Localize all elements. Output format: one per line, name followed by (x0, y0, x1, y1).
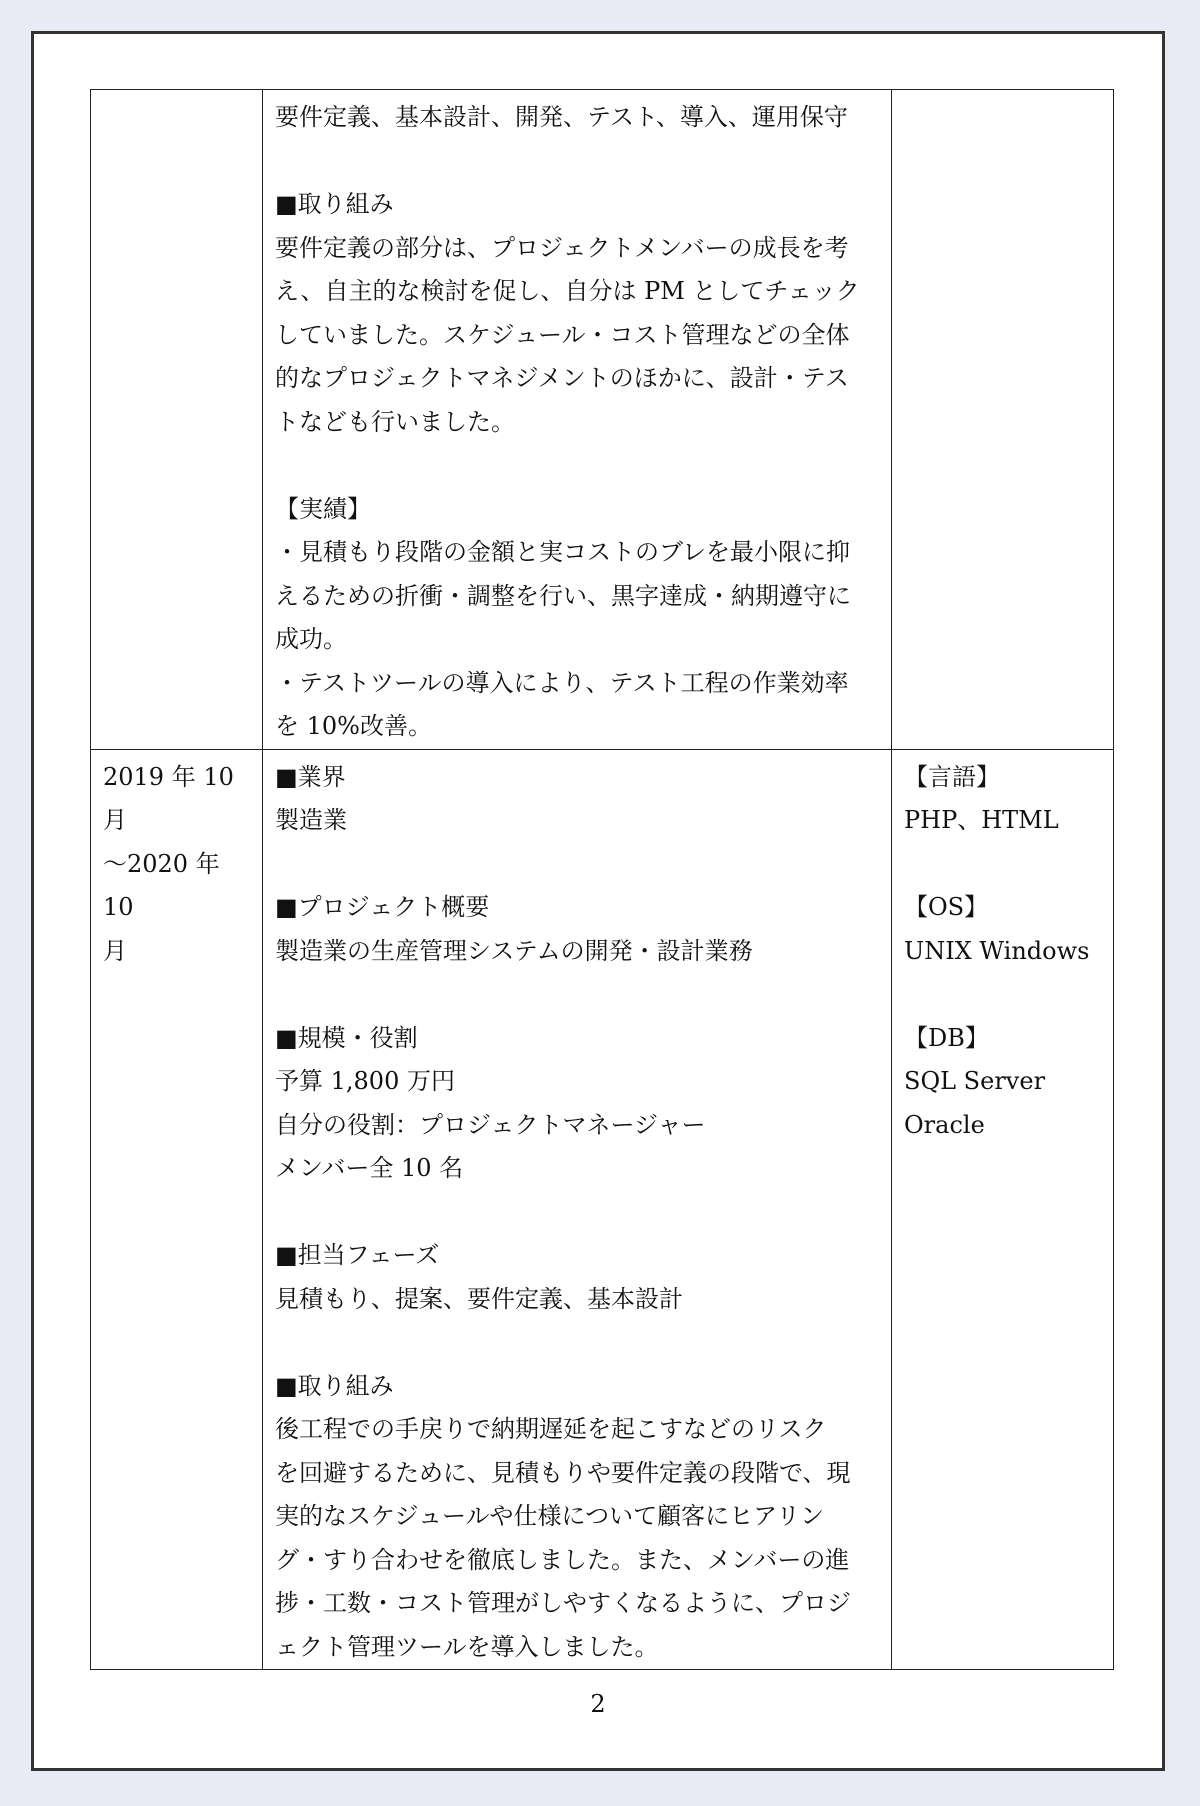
text-line: 要件定義、基本設計、開発、テスト、導入、運用保守 (275, 103, 848, 131)
text-line: ■業界 (275, 762, 346, 791)
text-line: 【言語】 (904, 762, 1000, 791)
text-line: トなども行いました。 (275, 407, 515, 436)
text-line: 的なプロジェクトマネジメントのほかに、設計・テス (275, 364, 849, 392)
text-line: 成功。 (275, 625, 347, 653)
page-number: 2 (590, 1690, 606, 1718)
text-line: 【DB】 (904, 1023, 989, 1052)
table-row (91, 749, 1114, 1670)
text-line: ェクト管理ツールを導入しました。 (275, 1632, 659, 1661)
text-line: していました。スケジュール・コスト管理などの全体 (275, 320, 850, 349)
text-line: 捗・工数・コスト管理がしやすくなるように、プロジ (275, 1589, 851, 1617)
text-line: ■取り組み (275, 190, 394, 218)
text-line: グ・すり合わせを徹底しました。また、メンバーの進 (275, 1545, 850, 1574)
period-cell (91, 749, 263, 1670)
text-line: を回避するために、見積もりや要件定義の段階で、現 (275, 1458, 851, 1487)
blank-line (275, 973, 879, 1017)
blank-line (904, 843, 1101, 887)
text-line: 見積もり、提案、要件定義、基本設計 (275, 1284, 683, 1313)
work-history-table (90, 89, 1114, 1670)
text-line: UNIX Windows (904, 936, 1090, 965)
blank-line (904, 973, 1101, 1017)
text-line: 自分の役割：プロジェクトマネージャー (275, 1110, 706, 1139)
text-line: 要件定義の部分は、プロジェクトメンバーの成長を考 (275, 233, 849, 262)
period-cell (91, 90, 263, 750)
text-line: 【実績】 (275, 494, 371, 523)
text-line: ・見積もり段階の金額と実コストのブレを最小限に抑 (275, 538, 851, 566)
text-line: えるための折衝・調整を行い、黒字達成・納期遵守に (275, 581, 851, 610)
text-line: 予算 1,800 万円 (275, 1067, 455, 1095)
text-line: ■取り組み (275, 1371, 394, 1400)
text-line: 後工程での手戻りで納期遅延を起こすなどのリスク (275, 1415, 827, 1443)
text-line: ■規模・役割 (275, 1023, 418, 1052)
text-line: SQL Server (904, 1067, 1046, 1095)
content-cell (263, 90, 892, 750)
text-line: 製造業 (275, 806, 347, 834)
text-line: ■プロジェクト概要 (275, 893, 490, 921)
text-line: ～2020 年 10 (103, 849, 228, 921)
text-line: 製造業の生産管理システムの開発・設計業務 (275, 936, 753, 965)
text-line: 月 (103, 936, 127, 965)
text-line: え、自主的な検討を促し、自分は PM としてチェック (275, 277, 860, 305)
document-page (31, 31, 1165, 1771)
blank-line (275, 1321, 879, 1365)
table-row (91, 90, 1114, 750)
content-cell (263, 749, 892, 1670)
text-line: 実的なスケジュールや仕様について顧客にヒアリン (275, 1502, 825, 1530)
text-line: メンバー全 10 名 (275, 1154, 464, 1182)
text-line: を 10%改善。 (275, 712, 432, 740)
text-line: Oracle (904, 1110, 985, 1139)
blank-line (275, 444, 879, 488)
text-line: 【OS】 (904, 893, 989, 921)
text-line: 2019 年 10 月 (103, 762, 242, 834)
blank-line (275, 140, 879, 184)
text-line: ・テストツールの導入により、テスト工程の作業効率 (275, 668, 849, 697)
text-line: PHP、HTML (904, 806, 1059, 834)
environment-cell (892, 749, 1114, 1670)
environment-cell (892, 90, 1114, 750)
blank-line (275, 843, 879, 887)
blank-line (275, 1191, 879, 1235)
text-line: ■担当フェーズ (275, 1241, 440, 1269)
